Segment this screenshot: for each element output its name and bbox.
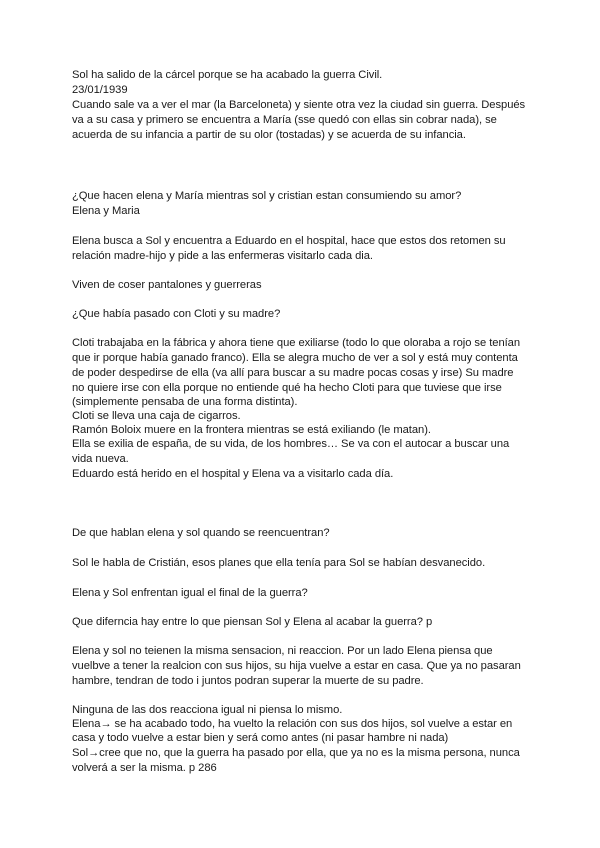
text-line: no quiere irse con ella porque no entiende qué ha hecho Cloti para que tuviese que irse xyxy=(72,382,502,394)
text-line: (simplemente pensaba de una forma distinta). xyxy=(72,396,298,408)
text-line: Viven de coser pantalones y guerreras xyxy=(72,279,262,291)
question-line: ¿Que hacen elena y María mientras sol y cristian estan consumiendo su amor? xyxy=(72,190,462,202)
text-line: Elena busca a Sol y encuentra a Eduardo en el hospital, hace que estos dos retomen su xyxy=(72,235,506,247)
text-line: Ramón Boloix muere en la frontera mientras se está exiliando (le matan). xyxy=(72,424,431,436)
text-line: Cuando sale va a ver el mar (la Barceloneta) y siente otra vez la ciudad sin guerra. Después xyxy=(72,99,526,111)
text-line: acuerda de su infancia a partir de su olor (tostadas) y se acuerda de su infancia. xyxy=(72,129,466,141)
date-line: 23/01/1939 xyxy=(72,84,128,96)
text-line: Sol ha salido de la cárcel porque se ha acabado la guerra Civil. xyxy=(72,69,383,81)
text-line: de poder despedirse de ella (va allí para buscar a su madre pocas cosas y irse) Su madre xyxy=(72,367,514,379)
text-line: hambre, tendran de todo i juntos podran superar la muerte de su padre. xyxy=(72,675,424,687)
question-line: De que hablan elena y sol quando se reencuentran? xyxy=(72,527,330,539)
question-line: Que difernciа hay entre lo que piensan Sol y Elena al acabar la guerra? p xyxy=(72,616,433,628)
text-line: Ninguna de las dos reacciona igual ni piensa lo mismo. xyxy=(72,704,343,716)
text-line: Elena y sol no teienen la misma sensacion, ni reaccion. Por un lado Elena piensa que xyxy=(72,645,493,657)
text-line: relación madre-hijo y pide a las enfermeras visitarlo cada dia. xyxy=(72,250,373,262)
text-line: Sol→cree que no, que la guerra ha pasado por ella, que ya no es la misma persona, nunca xyxy=(72,747,520,759)
text-line: Eduardo está herido en el hospital y Elena va a visitarlo cada día. xyxy=(72,468,394,480)
text-line: Cloti trabajaba en la fábrica y ahora tiene que exiliarse (todo lo que oloraba a rojo se tenían xyxy=(72,337,521,349)
text-line: Ella se exilia de españa, de su vida, de los hombres… Se va con el autocar a buscar una xyxy=(72,438,510,450)
text-line: vuelbve a tener la realcion con sus hijos, su hija vuelve a estar en casa. Que ya no pasaran xyxy=(72,660,521,672)
text-line: Elena y Maria xyxy=(72,205,140,217)
question-line: ¿Que había pasado con Cloti y su madre? xyxy=(72,308,281,320)
text-line: Cloti se lleva una caja de cigarros. xyxy=(72,410,241,422)
text-line: casa y todo vuelve a estar bien y será como antes (ni pasar hambre ni nada) xyxy=(72,732,449,744)
question-line: Elena y Sol enfrentan igual el final de la guerra? xyxy=(72,587,308,599)
text-line: que ir porque había ganado franco). Ella se alegra mucho de ver a sol y está muy contenta xyxy=(72,352,518,364)
text-line: va a su casa y primero se encuentra a María (sse quedó con ellas sin cobrar nada), se xyxy=(72,114,497,126)
text-line: Sol le habla de Cristián, esos planes que ella tenía para Sol se habían desvanecido. xyxy=(72,557,486,569)
text-line: volverá a ser la misma. p 286 xyxy=(72,762,217,774)
text-line: vida nueva. xyxy=(72,453,129,465)
text-line: Elena→ se ha acabado todo, ha vuelto la relación con sus dos hijos, sol vuelve a estar en xyxy=(72,718,513,730)
